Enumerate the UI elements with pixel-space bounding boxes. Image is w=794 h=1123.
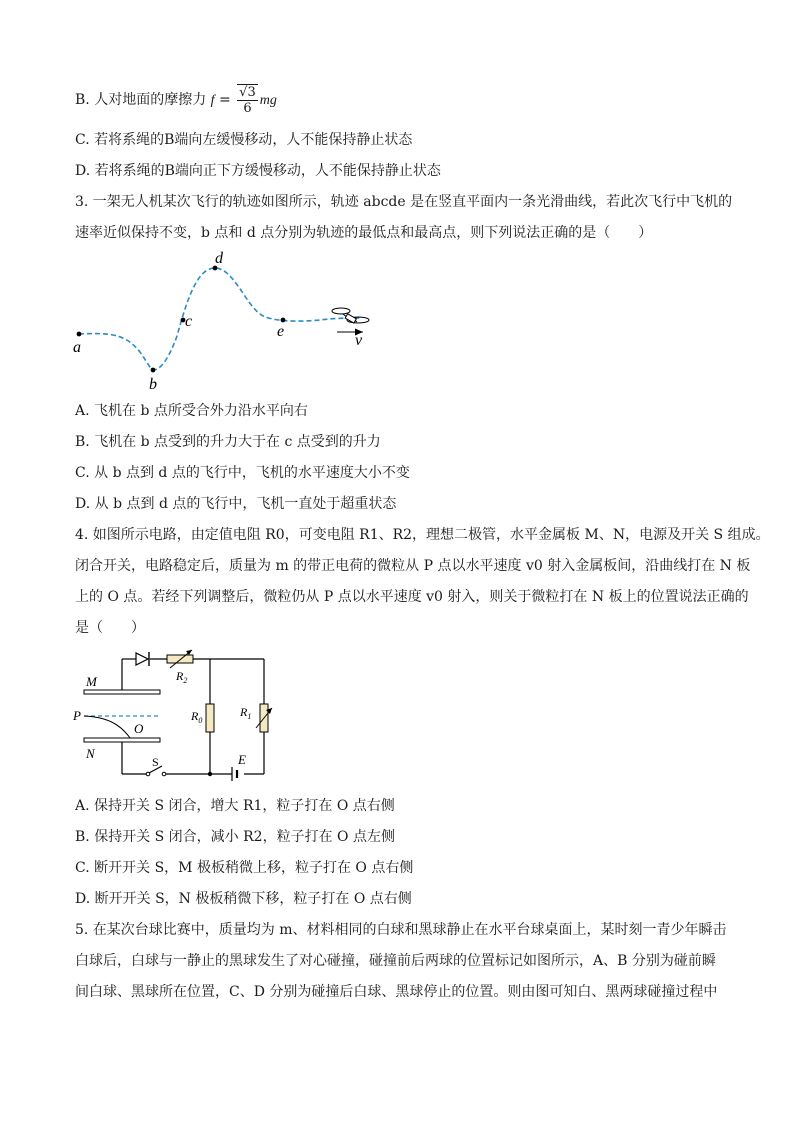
label-e: E (238, 752, 246, 767)
q3-stem-line2: 速率近似保持不变，b 点和 d 点分别为轨迹的最低点和最高点，则下列说法正确的是（ ） (75, 225, 653, 241)
q2-f-symbol: f (210, 93, 215, 108)
label-e: e (277, 323, 285, 340)
label-c: c (185, 313, 193, 330)
q2-option-d: D. 若将系绳的B端向正下方缓慢移动，人不能保持静止状态 (75, 163, 441, 179)
q3-option-a: A. 飞机在 b 点所受合外力沿水平向右 (75, 403, 308, 419)
q5-stem-line3: 间白球、黑球所在位置，C、D 分别为碰撞后白球、黑球停止的位置。则由图可知白、黑两球碰撞过程中 (75, 984, 718, 1000)
label-o: O (134, 721, 144, 736)
trajectory-curve (79, 268, 360, 370)
q4-option-d: D. 断开开关 S，N 极板稍微下移，粒子打在 O 点右侧 (75, 891, 412, 907)
q2-fraction-denominator: 6 (243, 101, 252, 116)
q5-stem-line2: 白球后，白球与一静止的黑球发生了对心碰撞，碰撞前后两球的位置标记如图所示，A、B 分别为碰前瞬 (75, 953, 716, 969)
q3-trajectory-figure (65, 248, 385, 393)
q2-option-c: C. 若将系绳的B端向左缓慢移动，人不能保持静止状态 (75, 132, 413, 148)
resistor-r2 (167, 650, 193, 668)
resistor-r1 (256, 704, 272, 732)
q2-equals: = (214, 92, 236, 108)
q2-fraction-numerator: √3 (239, 85, 256, 100)
label-r0: $R_0$ (191, 709, 203, 725)
diode-symbol (136, 652, 149, 666)
label-s: S (152, 755, 159, 769)
plate-n (84, 738, 160, 742)
q4-stem-line1: 4. 如图所示电路，由定值电阻 R0，可变电阻 R1、R2，理想二极管，水平金属板 M、N，电源及开关 S 组成。 (75, 527, 770, 543)
q4-stem-line2: 闭合开关，电路稳定后，质量为 m 的带正电荷的微粒从 P 点以水平速度 v0 射入金属板间，沿曲线打在 N 板 (75, 558, 751, 574)
junction-dot (208, 772, 212, 776)
label-p: P (73, 708, 81, 723)
label-r2: $R_2$ (176, 669, 188, 685)
label-b: b (149, 376, 157, 393)
drone-icon (332, 308, 369, 323)
label-v: v (355, 332, 363, 349)
label-r1: $R_1$ (240, 705, 252, 721)
point-b (151, 368, 156, 373)
plate-m (84, 690, 160, 694)
q2-option-b (75, 84, 277, 116)
q2-mg: mg (259, 93, 277, 108)
q4-option-b: B. 保持开关 S 闭合，减小 R2，粒子打在 O 点左侧 (75, 829, 395, 845)
q3-stem-line1: 3. 一架无人机某次飞行的轨迹如图所示，轨迹 abcde 是在竖直平面内一条光滑曲线，若此次飞行中飞机的 (75, 194, 733, 210)
label-m: M (86, 674, 97, 689)
point-e (281, 318, 286, 323)
label-n: N (86, 746, 95, 761)
q2-option-b-prefix: B. 人对地面的摩擦力 (75, 92, 211, 108)
q3-option-c: C. 从 b 点到 d 点的飞行中，飞机的水平速度大小不变 (75, 465, 410, 481)
q4-stem-line3: 上的 O 点。若经下列调整后，微粒仍从 P 点以水平速度 v0 射入，则关于微粒打在 N 板上的位置说法正确的 (75, 589, 749, 605)
q4-stem-line4: 是（ ） (75, 620, 145, 636)
point-a (77, 332, 82, 337)
resistor-r0 (206, 704, 214, 732)
q2-fraction (237, 84, 258, 116)
q4-option-c: C. 断开开关 S，M 极板稍微上移，粒子打在 O 点右侧 (75, 860, 414, 876)
q3-option-b: B. 飞机在 b 点受到的升力大于在 c 点受到的升力 (75, 434, 381, 450)
q4-circuit-figure (72, 646, 282, 786)
q3-option-d: D. 从 b 点到 d 点的飞行中，飞机一直处于超重状态 (75, 496, 397, 512)
label-a: a (73, 339, 81, 356)
q5-stem-line1: 5. 在某次台球比赛中，质量均为 m、材料相同的白球和黑球静止在水平台球桌面上，某时刻一青少年瞬击 (75, 922, 727, 938)
label-d: d (215, 250, 223, 267)
battery-symbol (232, 767, 237, 781)
q4-option-a: A. 保持开关 S 闭合，增大 R1，粒子打在 O 点右侧 (75, 798, 395, 814)
particle-trajectory (84, 716, 130, 738)
